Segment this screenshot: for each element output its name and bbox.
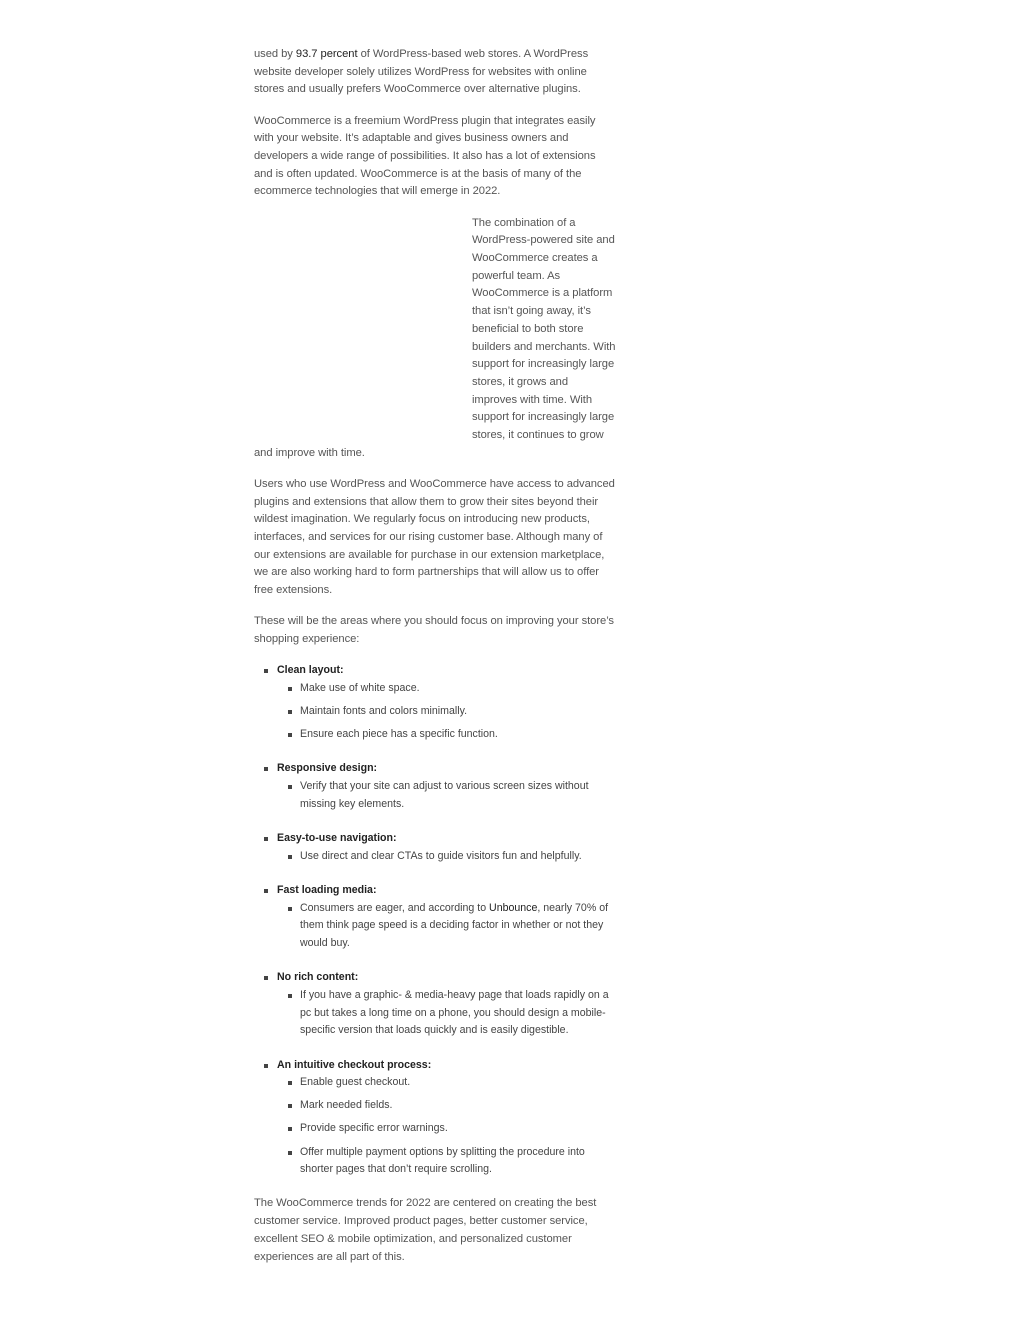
- link-unbounce[interactable]: Unbounce: [489, 901, 538, 914]
- list-item-no-rich-content: [264, 969, 616, 1040]
- paragraph-users-plugins: Users who use WordPress and WooCommerce have access to advanced plugins and extensions that allow them to grow their sites beyond their wildest imagination. We regularly focus on introducing new products, interfaces, and services for our rising customer base. Although many of our extensions are available for purchase in our extension marketplace, we are also working hard to form partnerships that will allow us to offer free extensions.: [254, 477, 615, 597]
- sub-list-item: Provide specific error warnings.: [288, 1120, 616, 1138]
- focus-areas-list: [264, 662, 616, 1179]
- sub-list: [277, 1074, 616, 1179]
- sub-list: [277, 680, 616, 744]
- sub-list: [277, 987, 616, 1040]
- paragraph-conclusion: The WooCommerce trends for 2022 are centered on creating the best customer service. Improved product pages, better customer service, excellent SEO & mobile optimization, and personalized customer experiences are all part of this.: [254, 1197, 597, 1263]
- list-heading: Fast loading media:: [277, 883, 377, 896]
- paragraph-focus-areas-intro: These will be the areas where you should focus on improving your store’s shopping experience:: [254, 615, 614, 646]
- sub-list-item: Mark needed fields.: [288, 1097, 616, 1115]
- intro-text-after: of WordPress-based web stores. A WordPress website developer solely utilizes WordPress for websites with online stores and usually prefers WooCommerce over alternative plugins.: [254, 48, 589, 96]
- sub-list-item: If you have a graphic- & media-heavy page that loads rapidly on a pc but takes a long time on a phone, you should design a mobile-specific version that loads quickly and is easily digestible.: [288, 987, 616, 1040]
- list-heading: Responsive design:: [277, 762, 378, 775]
- sub-list-item: Use direct and clear CTAs to guide visitors fun and helpfully.: [288, 848, 616, 866]
- sub-list-item: Make use of white space.: [288, 680, 616, 698]
- list-item-checkout-process: [264, 1057, 616, 1179]
- list-item-fast-loading-media: [264, 882, 616, 953]
- sub-list-item: Offer multiple payment options by splitting the procedure into shorter pages that don’t require scrolling.: [288, 1144, 616, 1179]
- media-text-before: Consumers are eager, and according to: [300, 901, 490, 914]
- paragraph-intro: [254, 46, 616, 99]
- list-heading: Clean layout:: [277, 664, 344, 677]
- sub-list: [277, 900, 616, 953]
- sub-list-item: [288, 900, 616, 953]
- sub-list-item: Verify that your site can adjust to various screen sizes without missing key elements.: [288, 778, 616, 813]
- list-item-clean-layout: [264, 662, 616, 744]
- list-heading: No rich content:: [277, 971, 359, 984]
- sub-list: [277, 848, 616, 866]
- media-text-after: , nearly 70% of them think page speed is a deciding factor in whether or not they would buy.: [300, 901, 609, 950]
- paragraph-woocommerce-plugin: WooCommerce is a freemium WordPress plugin that integrates easily with your website. It’s adaptable and gives business owners and developers a wide range of possibilities. It also has a lot of extensions and is often updated. WooCommerce is at the basis of many of the ecommerce technologies that will emerge in 2022.: [254, 114, 596, 198]
- link-93-percent[interactable]: 93.7 percent: [295, 48, 358, 60]
- image-float-block: [254, 215, 616, 463]
- sub-list: [277, 778, 616, 813]
- image-placeholder: [254, 215, 472, 445]
- list-item-responsive-design: [264, 760, 616, 813]
- article-body: [254, 46, 616, 1266]
- list-item-easy-navigation: [264, 830, 616, 865]
- sub-list-item: Ensure each piece has a specific function.: [288, 726, 616, 744]
- sub-list-item: Maintain fonts and colors minimally.: [288, 703, 616, 721]
- intro-text-before: used by: [254, 48, 296, 60]
- paragraph-combination: The combination of a WordPress-powered site and WooCommerce creates a powerful team. As WooCommerce is a platform that isn’t going away, it’s beneficial to both store builders and merchants. With support for increasingly large stores, it grows and improves with time. With support for increasingly large stores, it continues to grow and improve with time.: [254, 216, 616, 459]
- list-heading: Easy-to-use navigation:: [277, 832, 397, 844]
- list-heading: An intuitive checkout process:: [277, 1058, 432, 1071]
- sub-list-item: Enable guest checkout.: [288, 1074, 616, 1092]
